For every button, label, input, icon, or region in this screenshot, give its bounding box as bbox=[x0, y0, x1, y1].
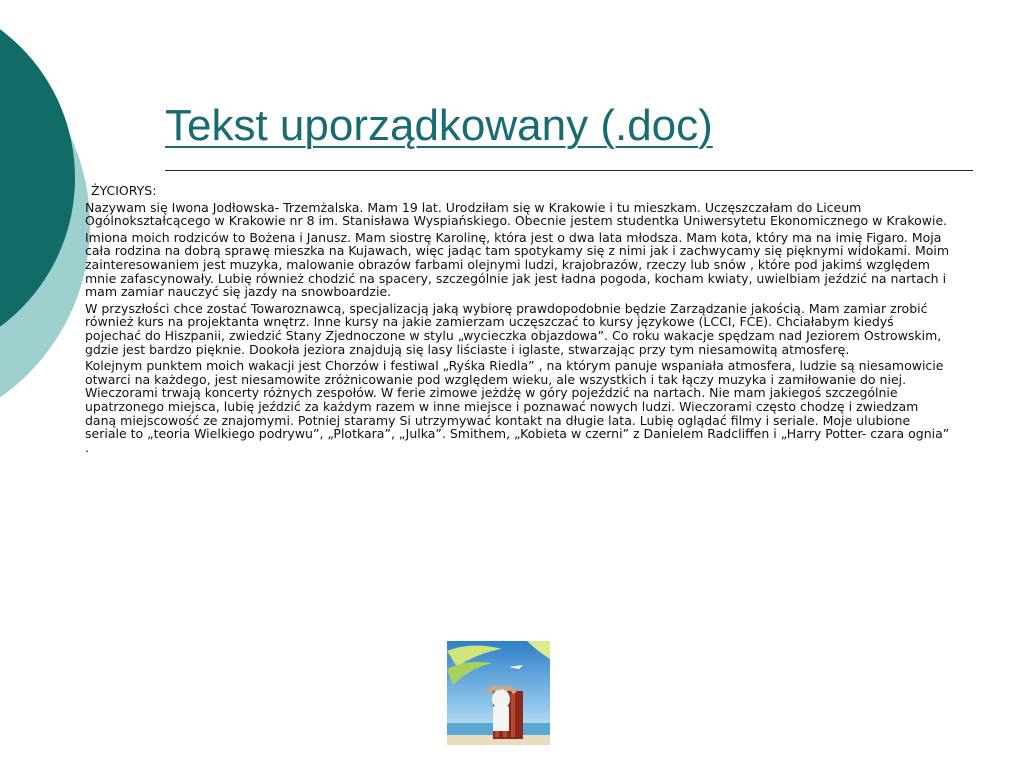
title-divider bbox=[165, 170, 973, 171]
slide-title: Tekst uporządkowany (.doc) bbox=[165, 101, 713, 150]
paragraph-4: Kolejnym punktem moich wakacji jest Chorzów i festiwal „Ryśka Riedla” , na którym panuje wspaniała atmosfera, ludzie są niesamowicie otwarci na każdego, jest niesamowite zróżnicowanie pod względem wieku, ale wszystkich i tak łączy muzyka i zamiłowanie do niej. Wieczorami trwają koncerty różnych zespołów. W ferie zimowe jeżdżę w góry pojeździć na nartach. Nie mam jakiegoś szczególnie upatrzonego miejsca, lubię jeździć za każdym razem w inne miejsce i poznawać nowych ludzi. Wieczorami często chodzę i zwiedzam daną miejscowość ze znajomymi. Potniej staramy Si utrzymywać kontakt na długie lata. Lubię oglądać filmy i seriale. Moje ulubione seriale to „teoria Wielkiego podrywu”, „Plotkara”, „Julka”. Smithem, „Kobieta w czerni” z Danielem Radcliffen i „Harry Potter- czara ognia” . bbox=[85, 358, 950, 455]
paragraph-2: Imiona moich rodziców to Bożena i Janusz. Mam siostrę Karolinę, która jest o dwa lata młodsza. Mam kota, który ma na imię Figaro. Moja cała rodzina na dobrą sprawę mieszka na Kujawach, więc jadąc tam spotykamy się z nimi jak i zachwycamy się pięknymi widokami. Moim zainteresowaniem jest muzyka, malowanie obrazów farbami olejnymi ludzi, krajobrazów, rzeczy lub snów , które pod jakimś względem mnie zafascynowały. Lubię również chodzić na spacery, szczególnie jak jest ładna pogoda, kocham kwiaty, uwielbiam jeździć na nartach i mam zamiar nauczyć się jazdy na snowboardzie. bbox=[85, 229, 950, 300]
paragraph-1: Nazywam się Iwona Jodłowska- Trzemżalska. Mam 19 lat. Urodziłam się w Krakowie i tu mieszkam. Uczęszczałam do Liceum Ogólnokształcącego w Krakowie nr 8 im. Stanisława Wyspiańskiego. Obecnie jestem studentka Uniwersytetu Ekonomicznego w Krakowie. bbox=[85, 199, 948, 229]
resume-heading: ŻYCIORYS: bbox=[91, 183, 157, 198]
resume-text bbox=[85, 184, 950, 457]
beach-relax-photo bbox=[447, 641, 550, 745]
paragraph-3: W przyszłości chce zostać Towaroznawcą, specjalizacją jaką wybiorę prawdopodobnie będzie Zarządzanie jakością. Mam zamiar zrobić również kurs na projektanta wnętrz. Inne kursy na jakie zamierzam uczęszczać to kursy językowe (LCCI, FCE). Chciałabym kiedyś pojechać do Hiszpanii, zwiedzić Stany Zjednoczone w stylu „wycieczka objazdowa”. Co roku wakacje spędzam nad Jeziorem Ostrowskim, gdzie jest bardzo pięknie. Dookoła jeziora znajdują się lasy liściaste i iglaste, stwarzając przy tym niesamowitą atmosferę. bbox=[85, 300, 942, 357]
